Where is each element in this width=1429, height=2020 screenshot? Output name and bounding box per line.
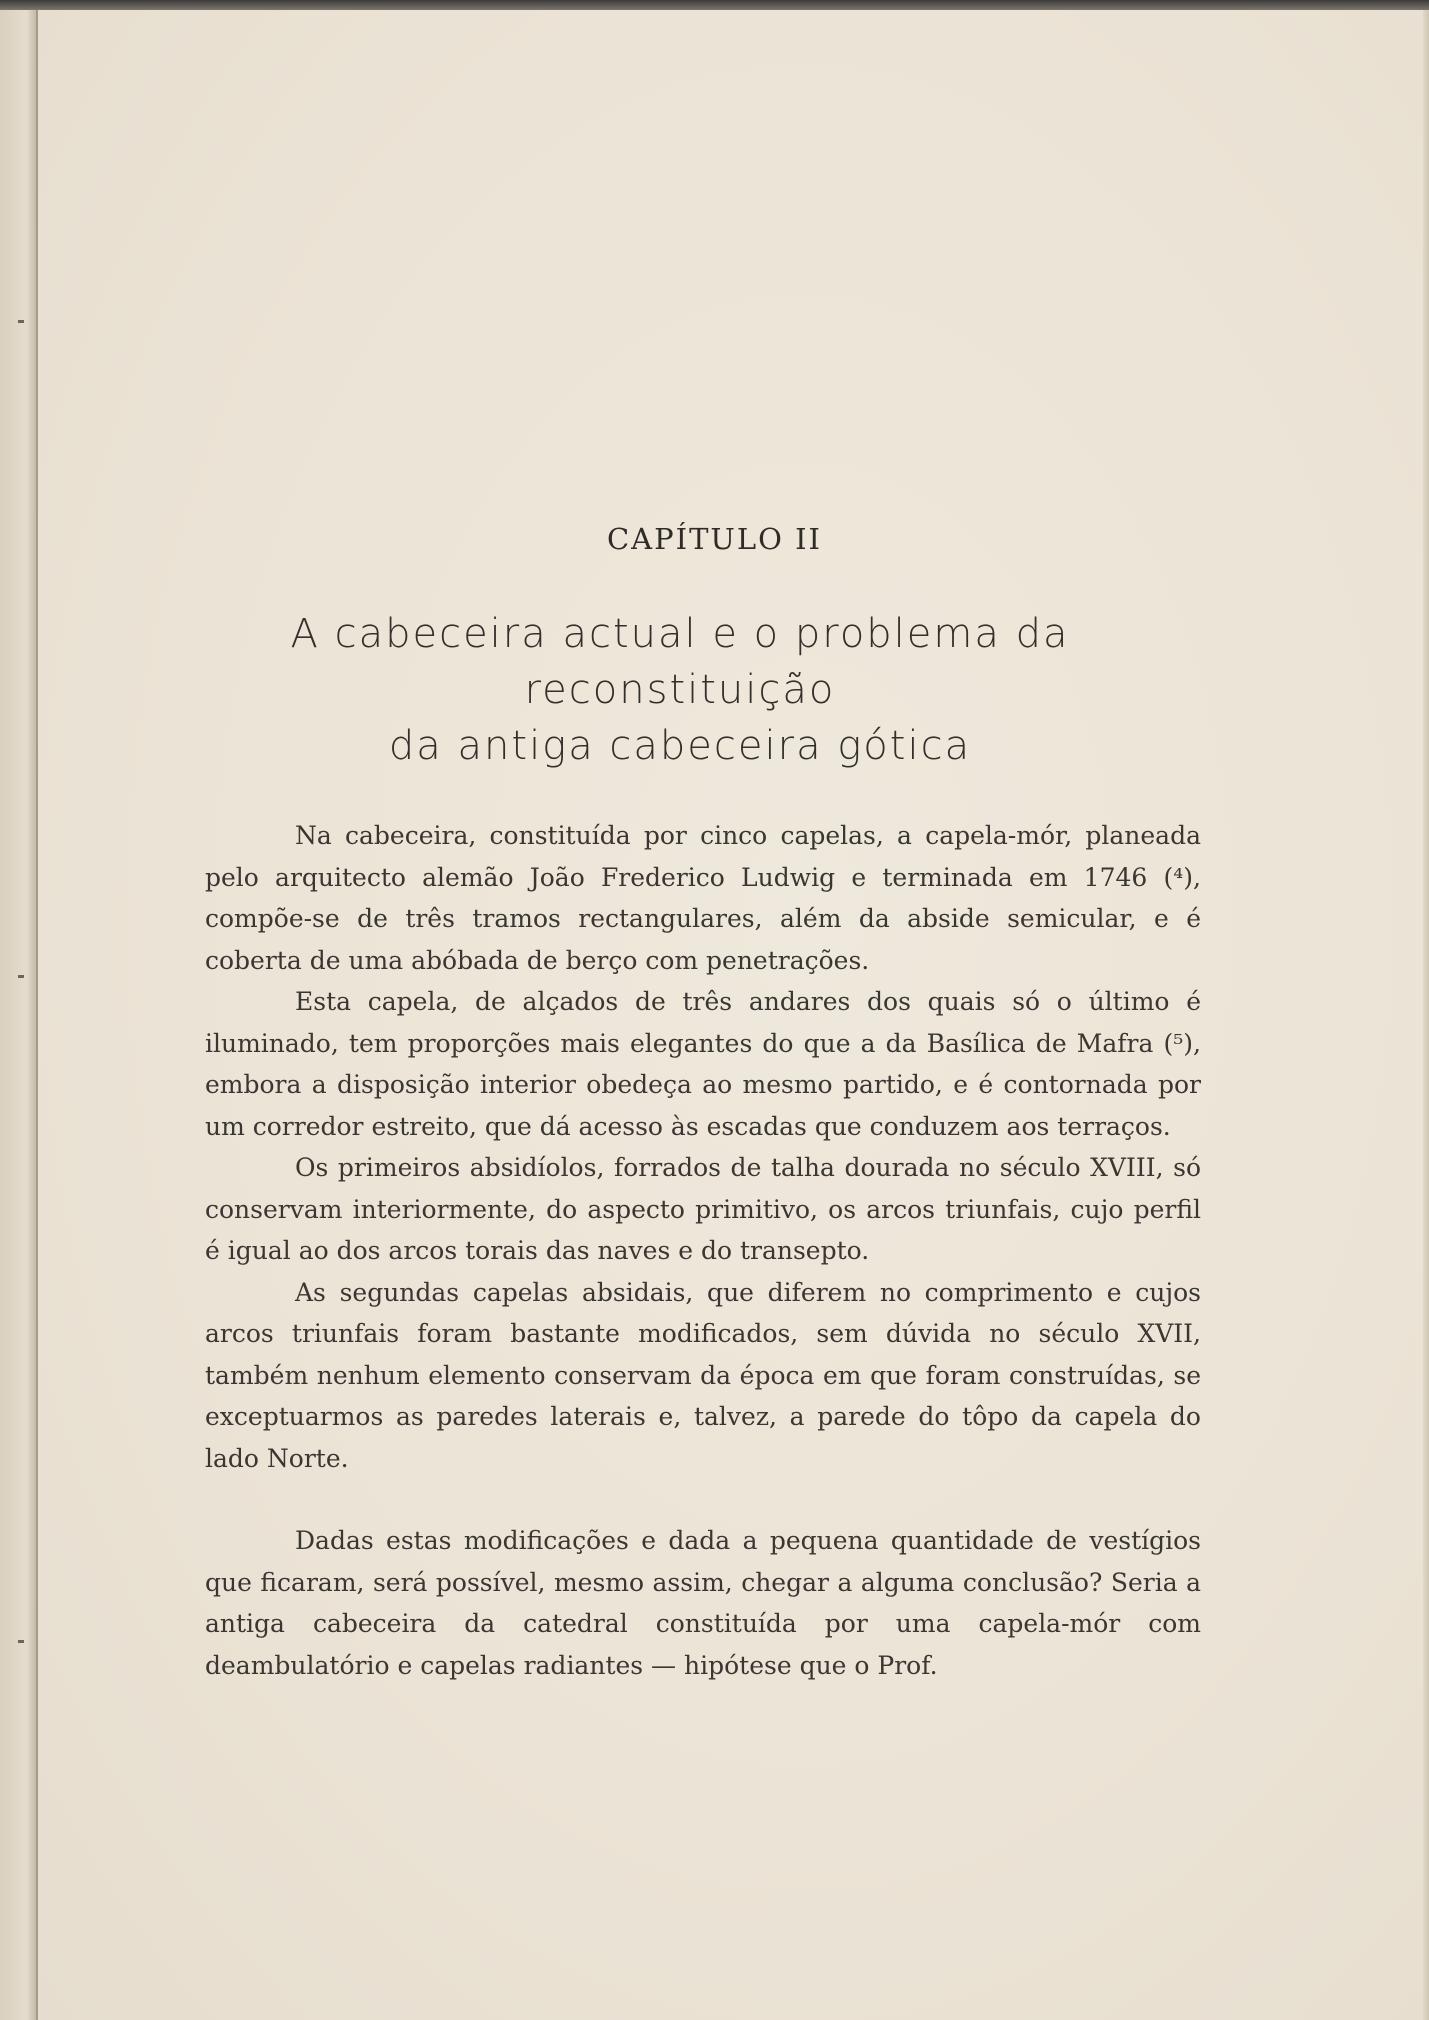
chapter-label: CAPÍTULO II [606,522,823,556]
paragraph-2: Esta capela, de alçados de três andares dos quais só o último é iluminado, tem proporções mais elegantes do que a da Basílica de Mafra (⁵), embora a disposição interior obedeça ao mesmo partido, e é contornada por um corredor estreito, que dá acesso às escadas que conduzem aos terraços. [205,987,1201,1141]
body-text [205,815,1201,1686]
chapter-title-line-1: A cabeceira actual e o problema da reconstituição [290,611,1070,713]
page-right-edge [1423,10,1429,2020]
stitch-mark [18,320,24,323]
chapter-title [160,606,1200,774]
binding-strip [0,10,38,2020]
stitch-mark [18,975,24,978]
page-top-edge [0,0,1429,10]
paragraph-4: As segundas capelas absidais, que diferem no comprimento e cujos arcos triunfais foram bastante modificados, sem dúvida no século XVII, também nenhum elemento conservam da época em que foram construídas, se exceptuarmos as paredes laterais e, talvez, a parede do tôpo da capela do lado Norte. [205,1277,1201,1473]
paragraph-5: Dadas estas modificações e dada a pequena quantidade de vestígios que ficaram, será possível, mesmo assim, chegar a alguma conclusão? Seria a antiga cabeceira da catedral constituída por uma capela-mór com deambulatório e capelas radiantes — hipótese que o Prof. [205,1526,1201,1680]
stitch-mark [18,1640,24,1643]
chapter-title-line-2: da antiga cabeceira gótica [388,723,972,769]
paragraph-3: Os primeiros absidíolos, forrados de talha dourada no século XVIII, só conservam interiormente, do aspecto primitivo, os arcos triunfais, cujo perfil é igual ao dos arcos torais das naves e do transepto. [205,1153,1201,1265]
paragraph-1: Na cabeceira, constituída por cinco capelas, a capela-mór, planeada pelo arquitecto alemão João Frederico Ludwig e terminada em 1746 (⁴), compõe-se de três tramos rectangulares, além da abside semicular, e é coberta de uma abóbada de berço com penetrações. [205,821,1201,975]
